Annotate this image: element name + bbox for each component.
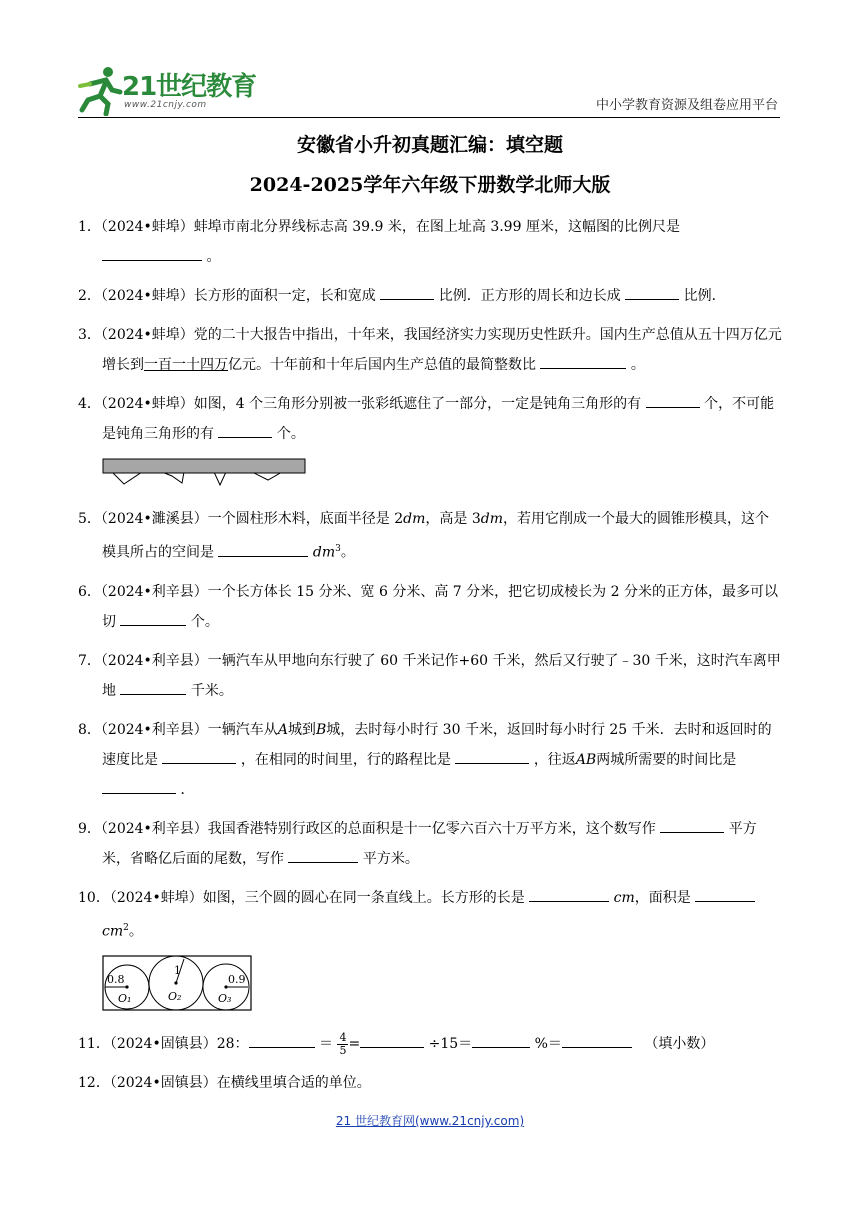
question-text: 比例．正方形的周长和边长成 bbox=[438, 288, 621, 304]
unit: dm bbox=[403, 511, 426, 527]
question-text: ． bbox=[180, 781, 195, 798]
answer-blank[interactable] bbox=[102, 244, 202, 261]
question-text: 平方米，省略亿后面的尾数，写作 bbox=[102, 820, 757, 867]
question-text: （2024•利辛县）一辆汽车从 bbox=[100, 721, 278, 738]
question-3 bbox=[78, 320, 782, 380]
radius-label: 1 bbox=[174, 964, 181, 978]
question-12 bbox=[78, 1068, 782, 1098]
answer-blank[interactable] bbox=[660, 816, 724, 833]
answer-blank[interactable] bbox=[120, 678, 186, 695]
question-text: （2024•利辛县）我国香港特别行政区的总面积是十一亿零六百六十万平方米，这个数写作 bbox=[100, 820, 656, 837]
question-text: 。 bbox=[128, 923, 143, 940]
header-divider bbox=[78, 117, 780, 118]
unit: cm bbox=[613, 889, 635, 906]
question-text: 。 bbox=[206, 249, 221, 265]
answer-blank[interactable] bbox=[625, 283, 679, 300]
fraction: $\frac{4}{5}$ bbox=[339, 1030, 347, 1057]
footer-link[interactable]: 21 世纪教育网(www.21cnjy.com) bbox=[335, 1114, 525, 1128]
question-number: 10． bbox=[78, 889, 110, 906]
answer-blank[interactable] bbox=[102, 777, 176, 794]
city-label: B bbox=[315, 721, 327, 738]
answer-blank[interactable] bbox=[288, 846, 358, 863]
question-text: 城，去时每小时行 30 千米，返回时每小时行 25 千米．去时和返回时的速度比是 bbox=[102, 721, 772, 768]
question-text: 亿元。十年前和十年后国内生产总值的最简整数比 bbox=[228, 357, 536, 373]
logo bbox=[78, 64, 278, 116]
platform-name: 中小学教育资源及组卷应用平台 bbox=[595, 98, 778, 113]
answer-blank[interactable] bbox=[380, 283, 434, 300]
question-list bbox=[78, 212, 782, 1107]
question-text: 。 bbox=[340, 544, 355, 561]
question-text: = bbox=[348, 1036, 361, 1053]
circles-figure bbox=[102, 955, 782, 1015]
question-5: 5．（2024•濉溪县）一个圆柱形木料，底面半径是 2dm，高是 3dm，若用它削成一个最大的圆锥形模具，这个模具所占的空间是 $dm^3$。 bbox=[78, 511, 770, 561]
question-1 bbox=[78, 212, 782, 272]
answer-blank[interactable] bbox=[562, 1031, 632, 1048]
center-label: O₃ bbox=[218, 992, 232, 1006]
unit: dm bbox=[312, 544, 336, 561]
question-text: （2024•固镇县）28： bbox=[109, 1036, 249, 1053]
unit: dm bbox=[480, 511, 504, 527]
question-text: ＝ bbox=[318, 1036, 333, 1053]
underlined-text: 一百一十四万 bbox=[144, 357, 228, 373]
question-7 bbox=[78, 646, 782, 706]
question-text: （2024•固镇县）在横线里填合适的单位。 bbox=[109, 1075, 371, 1092]
question-text: （填小数） bbox=[644, 1036, 715, 1053]
question-number: 1． bbox=[78, 219, 101, 235]
question-4 bbox=[78, 389, 782, 449]
question-6 bbox=[78, 577, 782, 637]
logo-text: 21世纪教育 bbox=[122, 72, 257, 102]
question-text: 城到 bbox=[287, 721, 316, 738]
question-11 bbox=[78, 1029, 782, 1059]
question-text: ，在相同的时间里，行的路程比是 bbox=[240, 751, 451, 768]
answer-blank[interactable] bbox=[646, 391, 700, 408]
answer-blank[interactable] bbox=[249, 1031, 315, 1048]
question-number: 7． bbox=[78, 652, 101, 669]
page-header bbox=[78, 62, 780, 118]
radius-label: 0.9 bbox=[228, 973, 246, 987]
question-10: 10．（2024•蚌埠）如图，三个圆的圆心在同一条直线上。长方形的长是 cm，面积是 $cm^2$。 bbox=[78, 883, 782, 947]
question-8 bbox=[78, 715, 782, 805]
question-text: 个。 bbox=[276, 426, 305, 442]
radius-label: 0.8 bbox=[107, 973, 125, 987]
answer-blank[interactable] bbox=[218, 540, 308, 557]
question-text: ÷15＝ bbox=[428, 1036, 473, 1053]
answer-blank[interactable] bbox=[540, 352, 626, 369]
question-2 bbox=[78, 281, 782, 311]
question-number: 4． bbox=[78, 396, 101, 412]
question-text: ，往返 bbox=[533, 751, 576, 768]
question-text: （2024•蚌埠）如图，三个圆的圆心在同一条直线上。长方形的长是 bbox=[109, 889, 525, 906]
question-text: %＝ bbox=[534, 1036, 562, 1053]
question-number: 6． bbox=[78, 583, 101, 600]
answer-blank[interactable] bbox=[218, 421, 272, 438]
center-label: O₁ bbox=[118, 992, 132, 1006]
question-number: 8． bbox=[78, 721, 101, 738]
triangles-figure bbox=[102, 458, 782, 490]
question-text: 千米。 bbox=[190, 682, 233, 699]
question-text: （2024•蚌埠）如图，4 个三角形分别被一张彩纸遮住了一部分，一定是钝角三角形的有 bbox=[100, 396, 642, 412]
logo-url: www.21cnjy.com bbox=[124, 100, 207, 110]
question-text: （2024•利辛县）一辆汽车从甲地向东行驶了 60 千米记作+60 千米，然后又行驶了﹣30 千米，这时汽车离甲地 bbox=[100, 652, 781, 699]
runner-logo-icon bbox=[78, 64, 124, 116]
question-text: （2024•蚌埠）党的二十大报告中指出，十年来，我国经济实力实现历史性跃升。国内生产总值从五十四万亿元增长到 bbox=[100, 327, 782, 373]
city-label: AB bbox=[575, 751, 597, 768]
question-text: （2024•濉溪县）一个圆柱形木料，底面半径是 2 bbox=[100, 511, 404, 527]
question-text: 比例． bbox=[683, 288, 726, 304]
answer-blank[interactable] bbox=[529, 885, 609, 902]
question-text: ，面积是 bbox=[634, 889, 691, 906]
question-number: 9． bbox=[78, 820, 101, 837]
center-label: O₂ bbox=[168, 990, 182, 1004]
page-title: 安徽省小升初真题汇编：填空题 bbox=[296, 134, 563, 156]
question-text: 个。 bbox=[190, 613, 219, 630]
answer-blank[interactable] bbox=[162, 747, 236, 764]
question-text: ，若用它削成一个最大的圆锥形模具，这个模具所占的空间是 bbox=[102, 511, 770, 561]
question-text: 。 bbox=[630, 357, 645, 373]
question-text: 个，不可能是钝角三角形的有 bbox=[102, 396, 775, 442]
question-text: （2024•蚌埠）蚌埠市南北分界线标志高 39.9 米，在图上址高 3.99 厘米，这幅图的比例尺是 bbox=[100, 219, 680, 235]
answer-blank[interactable] bbox=[695, 885, 755, 902]
question-9 bbox=[78, 814, 782, 874]
question-text: 两城所需要的时间比是 bbox=[596, 751, 737, 768]
answer-blank[interactable] bbox=[360, 1031, 424, 1048]
question-number: 3． bbox=[78, 327, 101, 343]
question-text: ，高是 3 bbox=[425, 511, 481, 527]
question-number: 11． bbox=[78, 1036, 110, 1053]
question-number: 5． bbox=[78, 511, 101, 527]
unit: cm bbox=[102, 923, 124, 940]
answer-blank[interactable] bbox=[455, 747, 529, 764]
answer-blank[interactable] bbox=[120, 609, 186, 626]
question-number: 2． bbox=[78, 288, 101, 304]
question-text: 平方米。 bbox=[362, 850, 419, 867]
answer-blank[interactable] bbox=[472, 1031, 530, 1048]
page-subtitle: 2024-2025学年六年级下册数学北师大版 bbox=[249, 174, 611, 196]
question-number: 12． bbox=[78, 1075, 110, 1092]
question-text: （2024•蚌埠）长方形的面积一定，长和宽成 bbox=[100, 288, 376, 304]
question-text: （2024•利辛县）一个长方体长 15 分米、宽 6 分米、高 7 分米，把它切成棱长为 2 分米的正方体，最多可以切 bbox=[100, 583, 778, 630]
city-label: A bbox=[277, 721, 288, 738]
